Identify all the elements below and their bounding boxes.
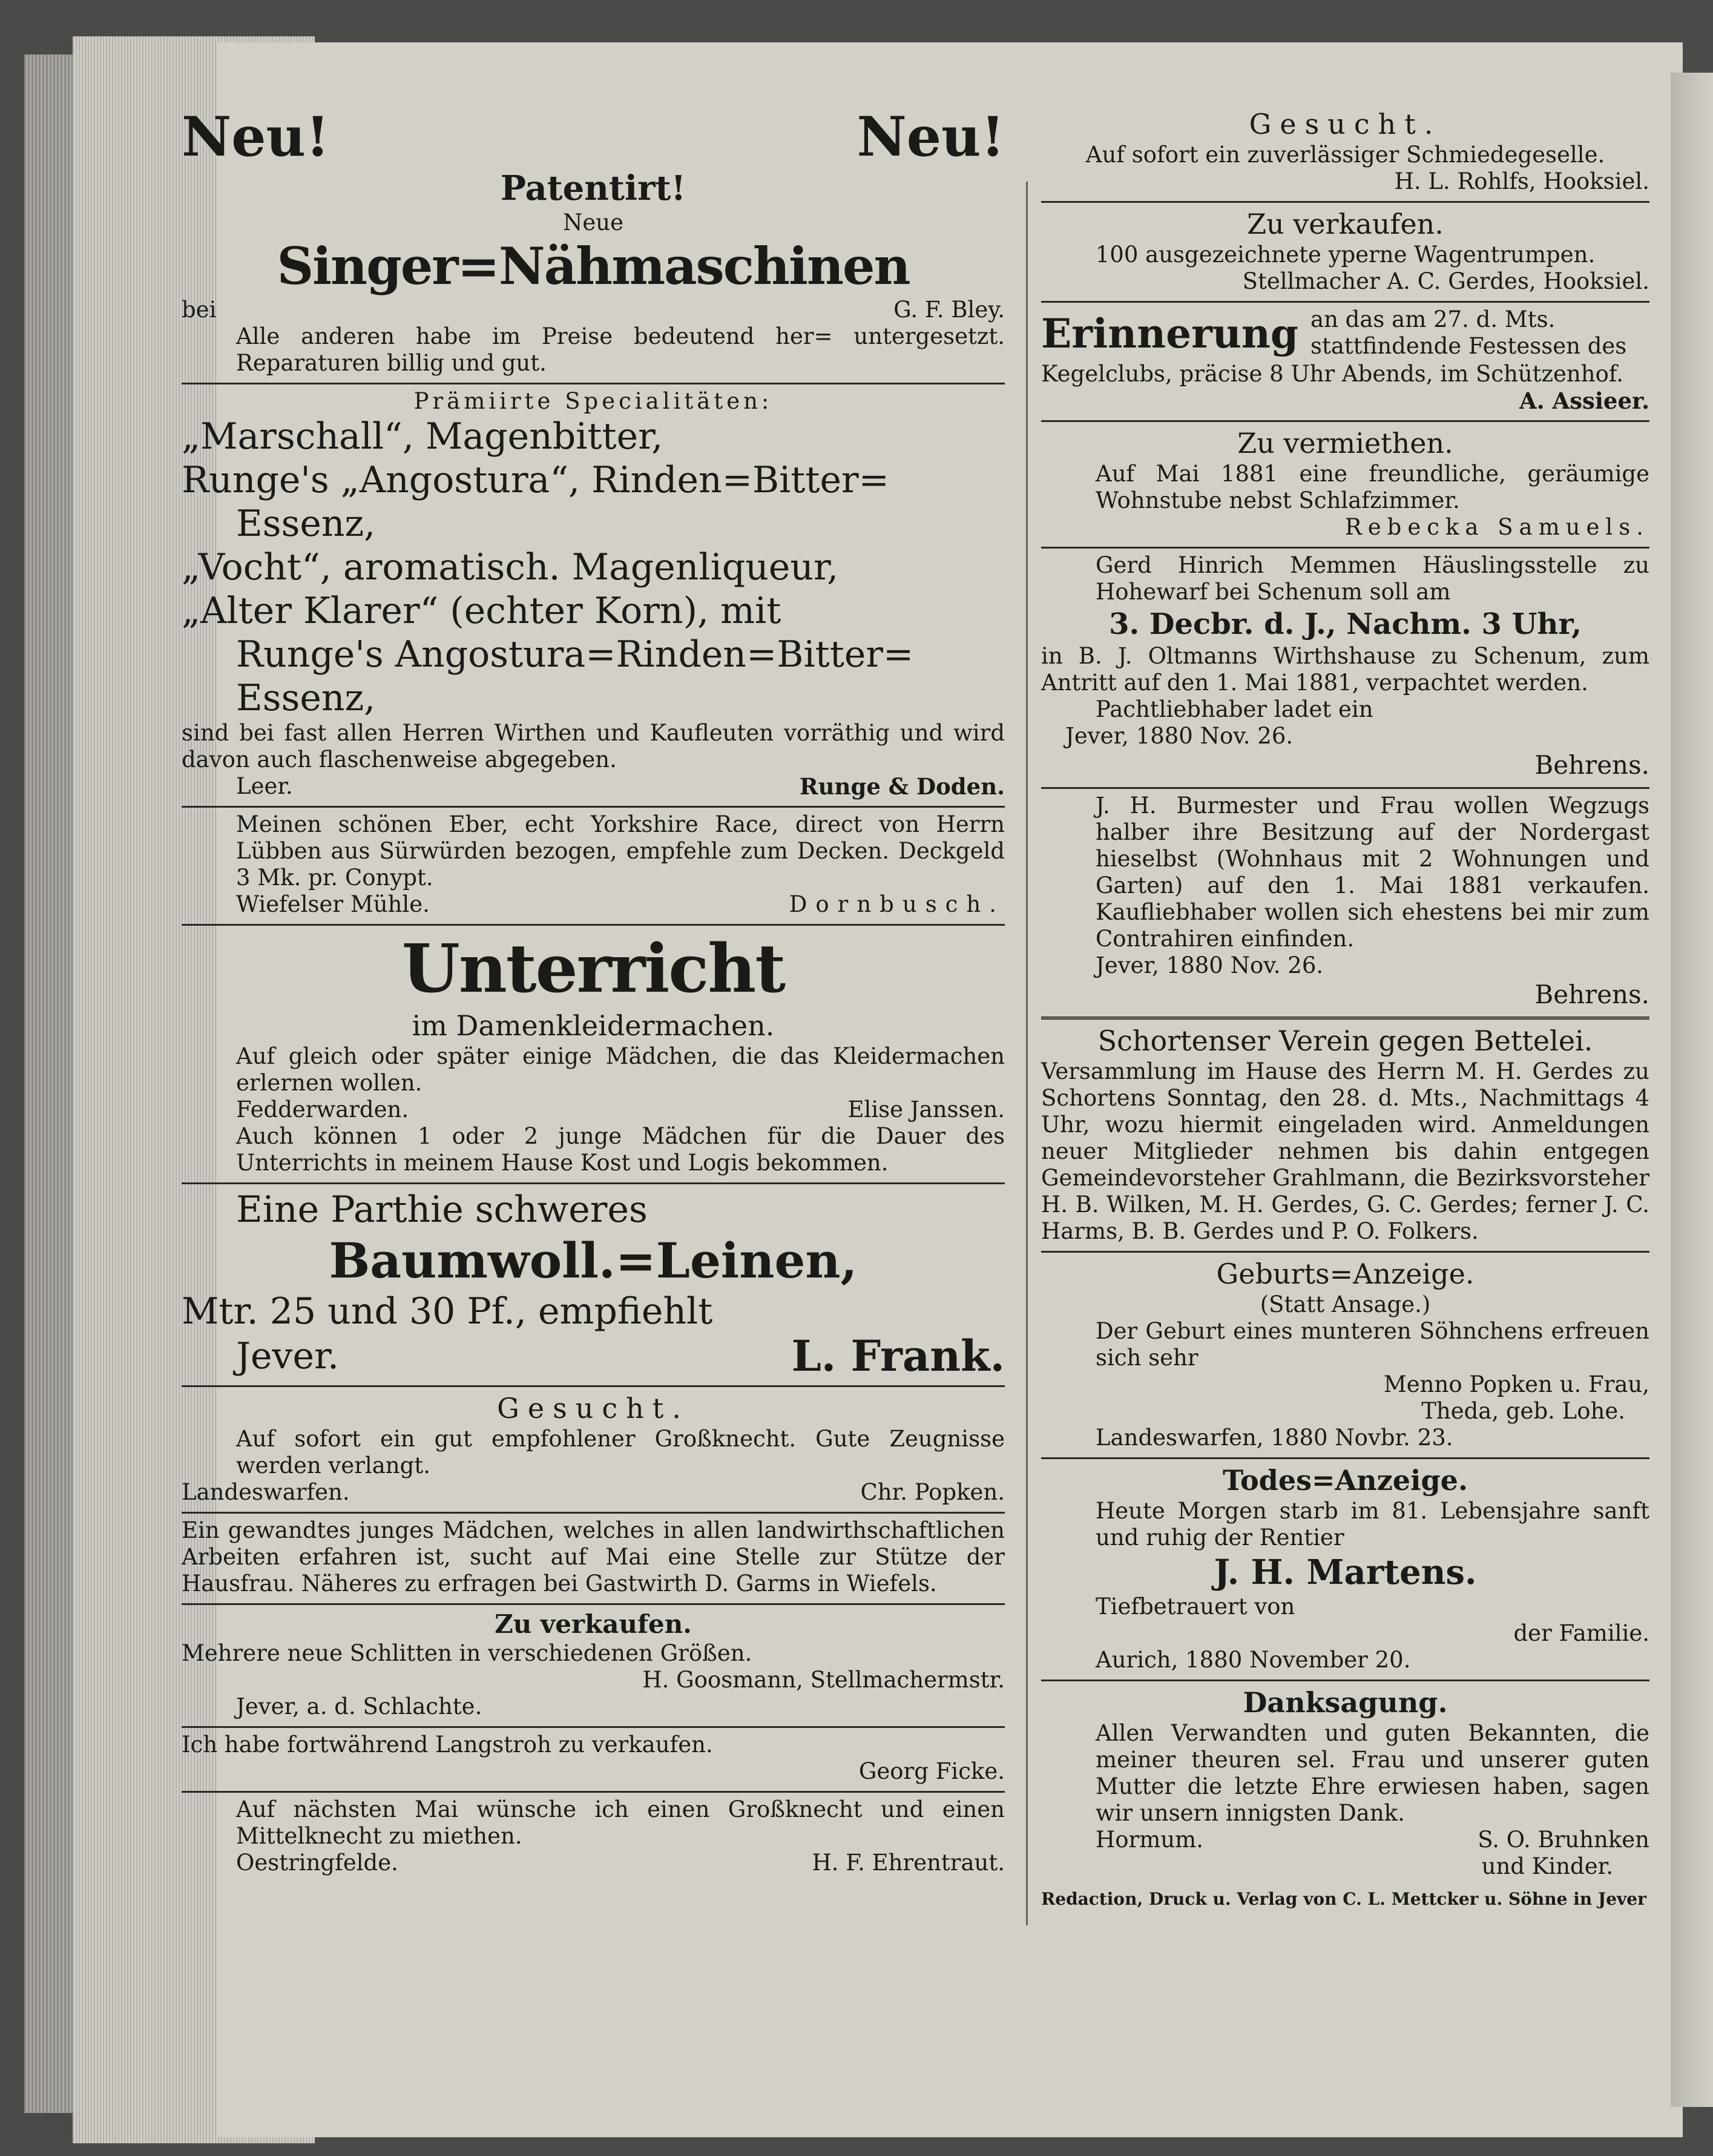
todes-text: Heute Morgen starb im 81. Lebensjahre sanft und ruhig der Rentier bbox=[1096, 1498, 1649, 1551]
erinnerung-heading: Erinnerung bbox=[1041, 310, 1299, 357]
schlitten-text: Mehrere neue Schlitten in verschiedenen Größen. bbox=[182, 1640, 752, 1666]
neu-heading-left: Neu! bbox=[182, 105, 330, 169]
grossknecht-text: Auf nächsten Mai wünsche ich einen Großknecht und einen Mittelknecht zu miethen. bbox=[236, 1796, 1005, 1849]
unterricht-text-2: Auch können 1 oder 2 junge Mädchen für die Dauer des Unterrichts in meinem Hause Kost und Logis bekommen. bbox=[236, 1123, 1005, 1176]
ad-specialitaeten bbox=[182, 384, 1005, 808]
aurich-date: Aurich, 1880 November 20. bbox=[1096, 1647, 1411, 1673]
spec-line: Runge's „Angostura“, Rinden=Bitter= bbox=[182, 459, 889, 501]
familie-line: der Familie. bbox=[1513, 1620, 1649, 1646]
ad-verein bbox=[1041, 1020, 1649, 1253]
eber-text: Meinen schönen Eber, echt Yorkshire Race, direct von Herrn Lübben aus Sürwürden bezogen, empfehle zum Decken. Deckgeld 3 Mk. pr. Conypt. bbox=[236, 811, 1005, 891]
spec-line: „Alter Klarer“ (echter Korn), mit bbox=[182, 590, 781, 632]
rohlfs-name: H. L. Rohlfs, Hooksiel. bbox=[1394, 168, 1649, 194]
gesucht-heading: Gesucht. bbox=[1249, 108, 1442, 140]
erinnerung-lines bbox=[1310, 306, 1649, 360]
spec-text: sind bei fast allen Herren Wirthen und Kaufleuten vorräthig und wird davon auch flaschenweise abgegeben. bbox=[182, 720, 1005, 773]
jever-schlachte: Jever, a. d. Schlachte. bbox=[236, 1693, 482, 1719]
oestringfelde-label: Oestringfelde. bbox=[236, 1850, 398, 1876]
ad-todes bbox=[1041, 1459, 1649, 1681]
tiefbetrauert-line: Tiefbetrauert von bbox=[1096, 1594, 1295, 1620]
runge-row bbox=[182, 773, 1005, 800]
ehrentraut-row bbox=[182, 1850, 1005, 1876]
zu-vermiethen-heading: Zu vermiethen. bbox=[1237, 427, 1453, 460]
landeswarfen-label: Landeswarfen. bbox=[182, 1479, 350, 1505]
bruhnken-name: S. O. Bruhnken bbox=[1478, 1827, 1649, 1853]
janssen-name: Elise Janssen. bbox=[847, 1096, 1005, 1123]
ad-danksagung bbox=[1041, 1681, 1649, 1916]
wagentrumpen-text: 100 ausgezeichnete yperne Wagentrumpen. bbox=[1095, 242, 1596, 268]
ad-langstroh bbox=[182, 1728, 1005, 1793]
hormum-label: Hormum. bbox=[1096, 1827, 1203, 1853]
wiefelser-label: Wiefelser Mühle. bbox=[236, 891, 430, 917]
assieer-name: A. Assieer. bbox=[1519, 387, 1649, 414]
dornbusch-row bbox=[182, 891, 1005, 918]
neu-row bbox=[182, 107, 1005, 167]
ad-maedchen bbox=[182, 1514, 1005, 1605]
memmen-text-2: in B. J. Oltmanns Wirthshause zu Schenum, zum Antritt auf den 1. Mai 1881, verpachtet werden. bbox=[1041, 643, 1649, 696]
leer-label: Leer. bbox=[236, 773, 293, 799]
kegel-text: Kegelclubs, präcise 8 Uhr Abends, im Schützenhof. bbox=[1041, 361, 1623, 387]
theda-name: Theda, geb. Lohe. bbox=[1421, 1398, 1625, 1424]
singer-heading: Singer=Nähmaschinen bbox=[277, 236, 910, 296]
popken-row bbox=[182, 1479, 1005, 1506]
ad-wagentrumpen bbox=[1041, 203, 1649, 303]
geburts-heading: Geburts=Anzeige. bbox=[1216, 1258, 1475, 1290]
ficke-name: Georg Ficke. bbox=[858, 1758, 1005, 1784]
bei-label: bei bbox=[182, 297, 217, 323]
imprint-line: Redaction, Druck u. Verlag von C. L. Mettcker u. Söhne in Jever bbox=[1041, 1889, 1646, 1909]
kinder-line: und Kinder. bbox=[1481, 1853, 1613, 1879]
facing-page-edge bbox=[1671, 73, 1713, 2107]
baumwoll-heading: Baumwoll.=Leinen, bbox=[329, 1232, 858, 1289]
behrens-name: Behrens. bbox=[1534, 750, 1649, 780]
schortenser-heading: Schortenser Verein gegen Bettelei. bbox=[1097, 1024, 1593, 1057]
singer-text: Alle anderen habe im Preise bedeutend her= untergesetzt. Reparaturen billig und gut. bbox=[236, 323, 1005, 376]
damen-heading: im Damenkleidermachen. bbox=[412, 1009, 775, 1042]
frank-row bbox=[182, 1333, 1005, 1379]
ad-memmen bbox=[1041, 549, 1649, 789]
ad-gesucht-grossknecht bbox=[182, 1387, 1005, 1514]
jever-date-2: Jever, 1880 Nov. 26. bbox=[1096, 952, 1324, 978]
ad-singer bbox=[182, 103, 1005, 384]
patentirt-heading: Patentirt! bbox=[500, 168, 686, 208]
geburt-text: Der Geburt eines munteren Söhnchens erfreuen sich sehr bbox=[1096, 1318, 1649, 1371]
unterricht-text: Auf gleich oder später einige Mädchen, die das Kleidermachen erlernen wollen. bbox=[236, 1043, 1005, 1096]
ad-erinnerung bbox=[1041, 303, 1649, 422]
janssen-row bbox=[182, 1096, 1005, 1123]
jever-label: Jever. bbox=[236, 1335, 340, 1377]
langstroh-text: Ich habe fortwährend Langstroh zu verkaufen. bbox=[182, 1732, 713, 1758]
decbr-line: 3. Decbr. d. J., Nachm. 3 Uhr, bbox=[1109, 607, 1582, 641]
zu-verkaufen-heading: Zu verkaufen. bbox=[1247, 208, 1444, 240]
ad-eber bbox=[182, 808, 1005, 926]
bruhnken-row bbox=[1041, 1827, 1649, 1853]
parthie-heading: Eine Parthie schweres bbox=[236, 1188, 648, 1231]
erinnerung-line: an das am 27. d. Mts. bbox=[1310, 306, 1556, 332]
gesucht-text: Auf sofort ein gut empfohlener Großknecht. Gute Zeugnisse werden verlangt. bbox=[236, 1426, 1005, 1479]
todes-heading: Todes=Anzeige. bbox=[1223, 1464, 1468, 1497]
maedchen-text: Ein gewandtes junges Mädchen, welches in allen landwirthschaftlichen Arbeiten erfahren ist, sucht auf Mai eine Stelle zur Stütze der Hausfrau. Näheres zu erfragen bei Gastwirth D. Garms in Wiefels. bbox=[182, 1517, 1005, 1597]
samuels-name: Rebecka Samuels. bbox=[1344, 514, 1649, 540]
verein-text: Versammlung im Hause des Herrn M. H. Gerdes zu Schortens Sonntag, den 28. d. Mts., Nachmittags 4 Uhr, wozu hiermit eingeladen wird. Anmeldungen neuer Mitglieder nehmen bis dahin entgegen Gemeindevorsteher Grahlmann, die Bezirksvorsteher H. B. Wilken, M. H. Gerdes, G. C. Gerdes; ferner J. C. Harms, B. B. Gerdes und P. O. Folkers. bbox=[1041, 1058, 1649, 1244]
gesucht-text: Auf sofort ein zuverlässiger Schmiedegeselle. bbox=[1085, 142, 1605, 168]
gerdes-name: Stellmacher A. C. Gerdes, Hooksiel. bbox=[1242, 268, 1649, 294]
praemirte-heading: Prämiirte Specialitäten: bbox=[413, 388, 773, 414]
landeswarfen-date: Landeswarfen, 1880 Novbr. 23. bbox=[1096, 1425, 1453, 1451]
spec-line: „Marschall“, Magenbitter, bbox=[182, 415, 663, 458]
dornbusch-name: Dornbusch. bbox=[789, 891, 1005, 917]
spec-line: „Vocht“, aromatisch. Magenliqueur, bbox=[182, 546, 839, 588]
mtr-line: Mtr. 25 und 30 Pf., empfiehlt bbox=[182, 1290, 713, 1333]
gesucht-heading: Gesucht. bbox=[497, 1392, 689, 1425]
frank-name: L. Frank. bbox=[791, 1331, 1005, 1381]
menno-name: Menno Popken u. Frau, bbox=[1383, 1371, 1649, 1397]
ad-schmiedegeselle bbox=[1041, 103, 1649, 203]
bley-name: G. F. Bley. bbox=[893, 297, 1005, 323]
bley-row bbox=[182, 297, 1005, 323]
memmen-text: Gerd Hinrich Memmen Häuslingsstelle zu Hohewarf bei Schenum soll am bbox=[1096, 552, 1649, 605]
behrens-name-2: Behrens. bbox=[1534, 980, 1649, 1009]
ad-mittelknecht bbox=[182, 1793, 1005, 1882]
unterricht-heading: Unterricht bbox=[401, 929, 785, 1007]
vermiethen-text: Auf Mai 1881 eine freundliche, geräumige Wohnstube nebst Schlafzimmer. bbox=[1096, 461, 1649, 513]
spec-line: Runge's Angostura=Rinden=Bitter= bbox=[236, 633, 914, 676]
ad-schlitten bbox=[182, 1605, 1005, 1728]
left-column bbox=[182, 103, 1005, 1882]
goosmann-name: H. Goosmann, Stellmachermstr. bbox=[642, 1667, 1005, 1693]
popken-name: Chr. Popken. bbox=[860, 1479, 1005, 1505]
neu-heading-right: Neu! bbox=[856, 105, 1005, 169]
neue-label: Neue bbox=[563, 209, 623, 236]
runge-doden-name: Runge & Doden. bbox=[799, 773, 1005, 800]
pacht-line: Pachtliebhaber ladet ein bbox=[1096, 696, 1373, 722]
right-column bbox=[1041, 103, 1649, 1916]
dank-text: Allen Verwandten und guten Bekannten, die meiner theuren sel. Frau und unserer guten Mutter die letzte Ehre erwiesen haben, sagen wir unsern innigsten Dank. bbox=[1096, 1720, 1649, 1826]
ad-geburt bbox=[1041, 1253, 1649, 1459]
jever-date: Jever, 1880 Nov. 26. bbox=[1065, 723, 1294, 749]
column-divider bbox=[1026, 182, 1028, 1925]
burmester-text: J. H. Burmester und Frau wollen Wegzugs halber ihre Besitzung auf der Nordergast hieselbst (Wohnhaus mit 2 Wohnungen und Garten) auf den 1. Mai 1881 verkaufen. Kaufliebhaber wollen sich ehestens bei mir zum Contrahiren einfinden. bbox=[1096, 793, 1649, 952]
ad-baumwoll bbox=[182, 1184, 1005, 1387]
erinnerung-row bbox=[1041, 306, 1649, 361]
zu-verkaufen-heading: Zu verkaufen. bbox=[495, 1609, 692, 1639]
martens-name: J. H. Martens. bbox=[1214, 1552, 1477, 1592]
ad-burmester bbox=[1041, 789, 1649, 1020]
ehrentraut-name: H. F. Ehrentraut. bbox=[812, 1850, 1005, 1876]
ad-vermiethen bbox=[1041, 422, 1649, 549]
erinnerung-line: stattfindende Festessen des bbox=[1310, 333, 1627, 359]
spec-line: Essenz, bbox=[236, 503, 376, 545]
fedderwarden-label: Fedderwarden. bbox=[236, 1096, 409, 1123]
ad-unterricht bbox=[182, 926, 1005, 1184]
spec-line: Essenz, bbox=[236, 677, 376, 719]
statt-label: (Statt Ansage.) bbox=[1260, 1291, 1431, 1317]
danksagung-heading: Danksagung. bbox=[1243, 1686, 1448, 1719]
